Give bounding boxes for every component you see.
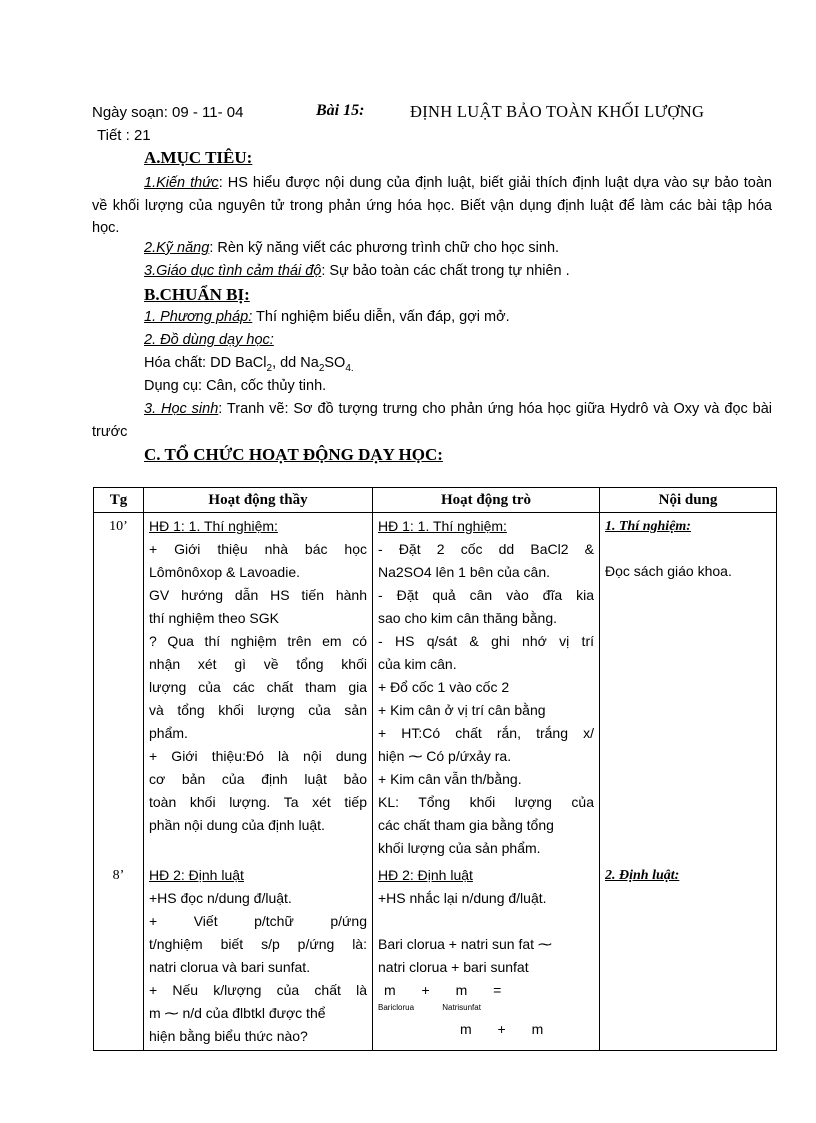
student-prep-paragraph: [92, 398, 772, 443]
teacher-line: m ⁓ n/d của đlbtkl được thể: [149, 1005, 326, 1021]
student-line: [378, 910, 594, 933]
method-text: Thí nghiệm biểu diễn, vấn đáp, gợi mở.: [252, 309, 510, 325]
period: Tiết : 21: [97, 127, 151, 144]
date-line: Ngày soạn: 09 - 11- 04: [92, 104, 244, 121]
header-content: Nội dung: [600, 488, 777, 513]
chem-sub-3: 4.: [345, 362, 354, 374]
skill-label: 2.Kỹ năng: [144, 240, 210, 256]
teacher-line: GV hướng dẫn HS tiến hành: [149, 587, 367, 603]
teacher-line: [149, 515, 367, 538]
equipment-line: Dụng cụ: Cân, cốc thủy tinh.: [144, 378, 327, 394]
teacher-line: + Viết p/tchữ p/ứng: [149, 913, 367, 929]
student-line: natri clorua + bari sunfat: [378, 959, 529, 975]
attitude-line: [144, 263, 570, 279]
attitude-label: 3.Giáo dục tình cảm thái độ: [144, 263, 322, 279]
teacher-line: [149, 864, 367, 887]
row2-time: 8’: [112, 868, 125, 883]
method-line: [144, 309, 510, 325]
section-a-title: A.MỤC TIÊU:: [144, 148, 253, 167]
teacher-line: lượng của các chất tham gia: [149, 679, 367, 695]
student-line: - Đặt 2 cốc dd BaCl2 &: [378, 541, 594, 557]
lesson-title: ĐỊNH LUẬT BẢO TOÀN KHỐI LƯỢNG: [410, 102, 705, 121]
teacher-line-text: HĐ 2: Định luật: [149, 867, 244, 883]
chem-so: SO: [324, 355, 346, 371]
student-line: - Đặt quả cân vào đĩa kia: [378, 587, 594, 603]
row1-teacher: [144, 513, 373, 863]
chem-prefix: Hóa chất: DD BaCl: [144, 355, 267, 371]
method-label: 1. Phương pháp:: [144, 309, 253, 325]
student-line: Na2SO4 lên 1 bên của cân.: [378, 564, 551, 580]
student-line: + Đổ cốc 1 vào cốc 2: [378, 679, 510, 695]
teacher-line: t/nghiệm biết s/p p/ứng là:: [149, 936, 367, 952]
student-line-subscript: Bariclorua Natrisunfat: [378, 1003, 481, 1012]
chem-sub-1: 2: [266, 362, 273, 374]
teacher-line-text: HĐ 1: 1. Thí nghiệm:: [149, 518, 278, 534]
teacher-line: và tổng khối lượng của sản: [149, 702, 367, 718]
content-title-2: 2. Định luật:: [605, 868, 680, 883]
student-text: : Tranh vẽ: Sơ đồ tượng trưng cho phản ứng hóa học giữa Hydrô và Oxy và đọc bài trước: [92, 401, 772, 440]
student-line: + Kim cân ở vị trí cân bằng: [378, 702, 546, 718]
student-line: sao cho kim cân thăng bằng.: [378, 610, 558, 626]
row1-student: [373, 513, 600, 863]
student-line: - HS q/sát & ghi nhớ vị trí: [378, 633, 594, 649]
teacher-line: cơ bản của định luật bảo: [149, 771, 367, 787]
teacher-line: Lômônôxop & Lavoadie.: [149, 564, 300, 580]
header-teacher: Hoạt động thầy: [144, 488, 373, 513]
row2-teacher: [144, 862, 373, 1051]
teacher-line: phần nội dung của định luật.: [149, 817, 325, 833]
lesson-label: Bài 15:: [316, 102, 365, 119]
knowledge-label: 1.Kiến thức: [144, 175, 219, 191]
student-line: Bari clorua + natri sun fat ⁓: [378, 936, 552, 952]
teacher-line: hiện bằng biểu thức nào?: [149, 1028, 308, 1044]
student-line: +HS nhắc lại n/dung đ/luật.: [378, 890, 547, 906]
chem-sub-2: 2: [318, 362, 325, 374]
student-line: + Kim cân vẫn th/bằng.: [378, 771, 522, 787]
student-line: hiện ⁓ Có p/ứxảy ra.: [378, 748, 512, 764]
row2-student: [373, 862, 600, 1051]
student-line: [378, 864, 594, 887]
teacher-line: ? Qua thí nghiệm trên em có: [149, 633, 367, 649]
knowledge-paragraph: [92, 172, 772, 240]
teacher-line: nhận xét gì về tổng khối: [149, 656, 367, 672]
student-line: m + m =: [384, 982, 502, 998]
student-line: m + m: [460, 1021, 544, 1037]
student-line: các chất tham gia bằng tổng: [378, 817, 554, 833]
section-c-title: C. TỔ CHỨC HOẠT ĐỘNG DẠY HỌC:: [144, 445, 443, 464]
student-line: của kim cân.: [378, 656, 457, 672]
teacher-line: + Nếu k/lượng của chất là: [149, 982, 367, 998]
skill-line: [144, 240, 559, 256]
header-tg: Tg: [94, 488, 144, 513]
content-text-1: Đọc sách giáo khoa.: [605, 563, 732, 579]
teacher-line: natri clorua và bari sunfat.: [149, 959, 311, 975]
table-row: [94, 862, 777, 1051]
teacher-line: +HS đọc n/dung đ/luật.: [149, 890, 292, 906]
chemicals-line: [144, 355, 354, 374]
skill-text: : Rèn kỹ năng viết các phương trình chữ cho học sinh.: [209, 240, 560, 256]
section-b-title: B.CHUẨN BỊ:: [144, 285, 250, 304]
table-row: [94, 513, 777, 863]
teacher-line: + Giới thiệu nhà bác học: [149, 541, 367, 557]
student-line: khối lượng của sản phẩm.: [378, 840, 541, 856]
row2-content: [600, 862, 777, 1051]
attitude-text: : Sự bảo toàn các chất trong tự nhiên .: [321, 263, 570, 279]
header-student: Hoạt động trò: [373, 488, 600, 513]
student-line: KL: Tổng khối lượng của: [378, 794, 594, 810]
student-line: [378, 515, 594, 538]
student-label: 3. Học sinh: [144, 401, 219, 417]
tools-label: 2. Đồ dùng dạy học:: [144, 332, 274, 348]
teacher-line: toàn khối lượng. Ta xét tiếp: [149, 794, 367, 810]
knowledge-text: : HS hiểu được nội dung của định luật, biết giải thích định luật dựa vào sự bảo toàn về khối lượng của nguyên tử trong phản ứng hóa học. Biết vận dụng định luật để làm các bài tập hóa học.: [92, 175, 772, 236]
row1-time: 10’: [109, 519, 128, 534]
row1-content: [600, 513, 777, 863]
chem-mid: , dd Na: [272, 355, 319, 371]
row1-tg: [94, 513, 144, 863]
teacher-line: phẩm.: [149, 725, 188, 741]
teacher-line: + Giới thiệu:Đó là nội dung: [149, 748, 367, 764]
teacher-line: thí nghiệm theo SGK: [149, 610, 279, 626]
content-title-1: 1. Thí nghiệm:: [605, 519, 691, 534]
student-line: + HT:Có chất rắn, trắng x/: [378, 725, 594, 741]
activity-table: [93, 487, 777, 1051]
student-line-text: HĐ 2: Định luật: [378, 867, 473, 883]
table-header-row: [94, 488, 777, 513]
student-line-text: HĐ 1: 1. Thí nghiệm:: [378, 518, 507, 534]
row2-tg: [94, 862, 144, 1051]
